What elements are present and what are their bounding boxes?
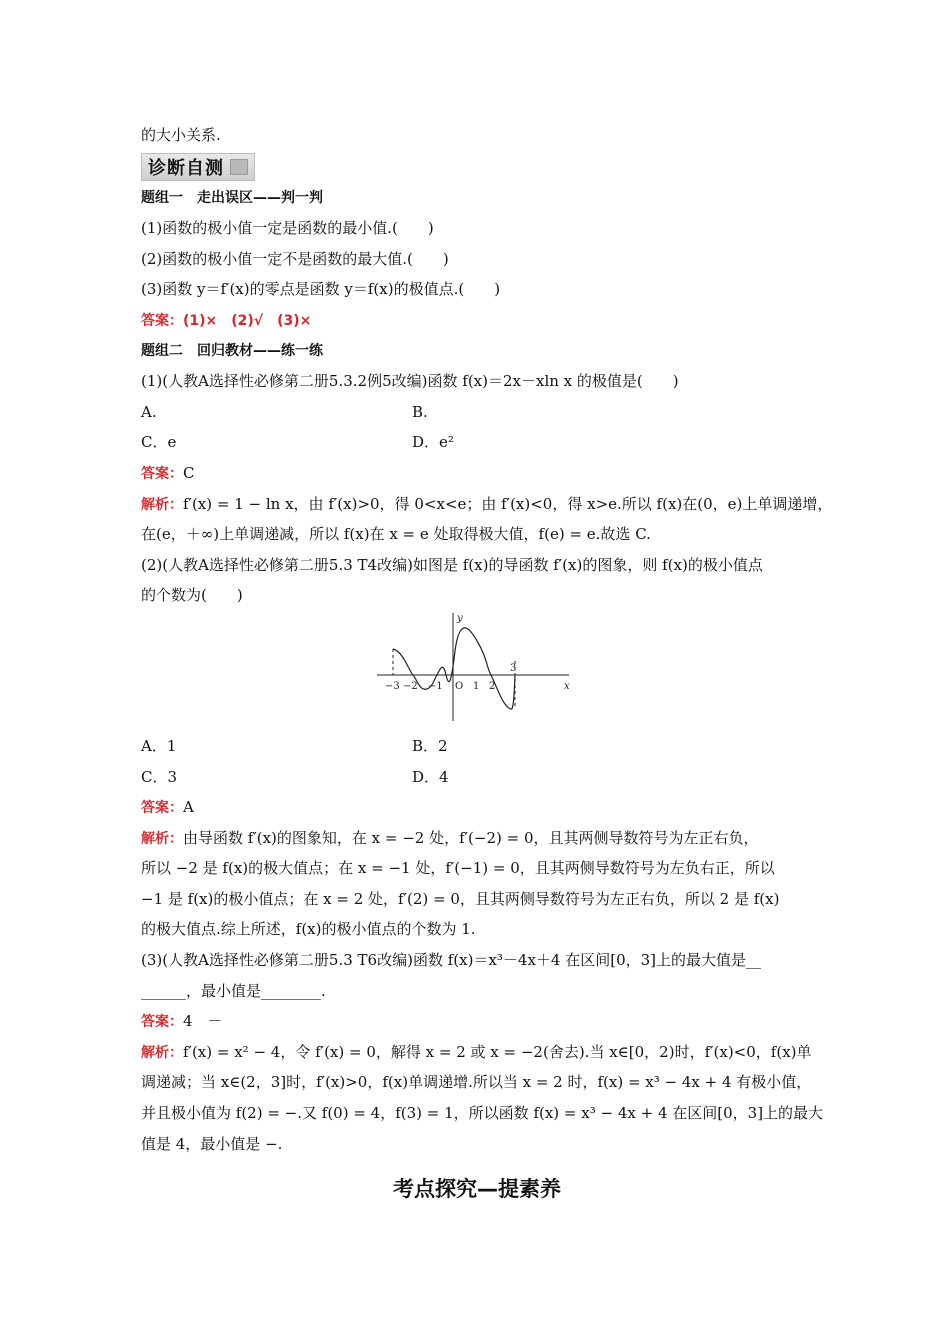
answer-value: C <box>183 463 195 482</box>
answer-line <box>141 458 813 489</box>
group-heading: 题组二 回归教材——练一练 <box>141 342 323 359</box>
derivative-graph <box>141 611 813 731</box>
chart-icon <box>230 159 248 175</box>
question-line: (3)(人教A选择性必修第二册5.3 T6改编)函数 f(x)＝x³－4x＋4 在区间[0，3]上的最大值是__ <box>141 951 762 970</box>
section-title: 考点探究—提素养 <box>393 1177 561 1202</box>
option: D．e² <box>412 433 454 452</box>
question-line: 的个数为( ) <box>141 586 243 605</box>
text-line: 的大小关系. <box>141 126 221 144</box>
answer-value: 4 － <box>183 1012 223 1031</box>
solution-line: −1 是 f(x)的极小值点；在 x = 2 处，f′(2) = 0，且其两侧导数符号为左正右负，所以 2 是 f(x) <box>141 889 780 908</box>
axis-label: y <box>457 612 463 624</box>
option: C．3 <box>141 767 178 786</box>
option: C．e <box>141 433 177 452</box>
tick-label: −3 <box>385 680 400 692</box>
option-row <box>141 427 813 458</box>
tick-label: O <box>455 680 464 692</box>
group-heading: 题组一 走出误区——判一判 <box>141 189 323 206</box>
answer-line <box>141 1006 813 1037</box>
solution-line: 值是 4，最小值是 −. <box>141 1134 283 1153</box>
question-line: (1)(人教A选择性必修第二册5.3.2例5改编)函数 f(x)＝2x－xln x 的极值是( ) <box>141 372 679 391</box>
question-line: ______，最小值是________. <box>141 981 326 1000</box>
document-page <box>141 120 833 1209</box>
option: D．4 <box>412 767 449 786</box>
solution-label: 解析： <box>141 496 183 513</box>
tick-label: 1 <box>473 680 480 692</box>
solution-label: 解析： <box>141 830 183 847</box>
answer-label: 答案： <box>141 1014 183 1031</box>
question-line: (3)函数 y＝f′(x)的零点是函数 y＝f(x)的极值点.( ) <box>141 280 501 299</box>
solution-line <box>141 823 813 854</box>
curve <box>393 628 515 709</box>
solution-text: f′(x) = 1 − ln x，由 f′(x)>0，得 0<x<e；由 f′(x)<0，得 x>e.所以 f(x)在(0，e)上单调递增， <box>183 494 833 513</box>
option-row <box>141 731 813 762</box>
option: A．1 <box>141 736 177 755</box>
option-row <box>141 397 813 428</box>
answer-value: A <box>183 798 194 817</box>
tick-label: −1 <box>428 680 443 692</box>
banner-label: 诊断自测 <box>148 157 224 179</box>
solution-text: f′(x) = x² − 4，令 f′(x) = 0，解得 x = 2 或 x = −2(舍去).当 x∈[0，2)时，f′(x)<0，f(x)单 <box>183 1042 812 1061</box>
answer-line <box>141 305 813 336</box>
solution-line: 的极大值点.综上所述，f(x)的极小值点的个数为 1. <box>141 920 476 939</box>
tick-label: −2 <box>403 680 418 692</box>
section-banner <box>141 151 813 183</box>
answer-label: 答案： <box>141 312 183 329</box>
graph-svg <box>141 611 813 731</box>
option-row <box>141 762 813 793</box>
answer-value: (1)× (2)√ (3)× <box>183 312 312 329</box>
tick-label: 2 <box>489 680 496 692</box>
option: B．2 <box>412 736 448 755</box>
solution-label: 解析： <box>141 1044 183 1061</box>
option: B. <box>412 402 428 421</box>
answer-label: 答案： <box>141 465 183 482</box>
solution-line: 在(e，＋∞)上单调递减，所以 f(x)在 x = e 处取得极大值，f(e) = e.故选 C. <box>141 525 651 544</box>
answer-label: 答案： <box>141 800 183 817</box>
axis-label: x <box>564 680 570 692</box>
solution-line: 并且极小值为 f(2) = −.又 f(0) = 4，f(3) = 1，所以函数 f(x) = x³ − 4x + 4 在区间[0，3]上的最大 <box>141 1104 824 1123</box>
question-line: (1)函数的极小值一定是函数的最小值.( ) <box>141 219 434 238</box>
solution-line: 调递减；当 x∈(2，3]时，f′(x)>0，f(x)单调递增.所以当 x = 2 时，f(x) = x³ − 4x + 4 有极小值， <box>141 1073 812 1092</box>
option: A. <box>141 402 157 421</box>
question-line: (2)(人教A选择性必修第二册5.3 T4改编)如图是 f(x)的导函数 f′(x)的图象，则 f(x)的极小值点 <box>141 555 763 574</box>
solution-line <box>141 489 833 520</box>
solution-line <box>141 1037 813 1068</box>
tick-label: 3 <box>510 662 517 674</box>
question-line: (2)函数的极小值一定不是函数的最大值.( ) <box>141 249 449 268</box>
answer-line <box>141 792 813 823</box>
solution-text: 由导函数 f′(x)的图象知，在 x = −2 处，f′(−2) = 0，且其两侧导数符号为左正右负， <box>183 828 759 847</box>
solution-line: 所以 −2 是 f(x)的极大值点；在 x = −1 处，f′(−1) = 0，且其两侧导数符号为左负右正，所以 <box>141 859 775 878</box>
